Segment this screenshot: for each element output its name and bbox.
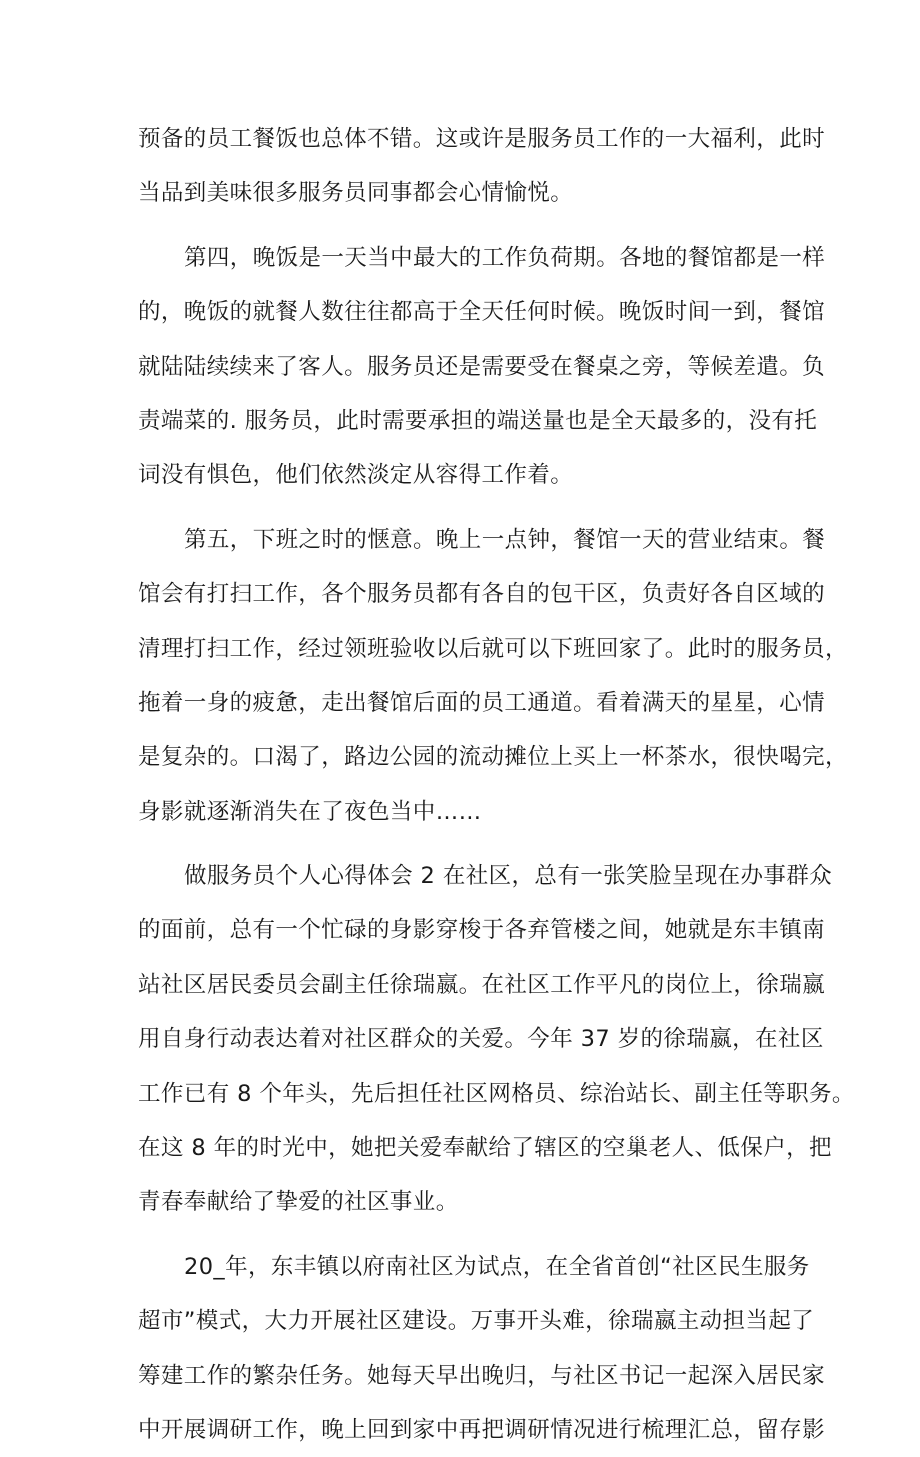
text-line: 的，晚饭的就餐人数往往都高于全天任何时候。晚饭时间一到，餐馆 (138, 299, 826, 326)
text-line: 工作已有 8 个年头，先后担任社区网格员、综治站长、副主任等职务。 (138, 1080, 855, 1107)
text-line: 身影就逐渐消失在了夜色当中…… (138, 798, 482, 825)
paragraph-4 (138, 849, 855, 1230)
text-line: 站社区居民委员会副主任徐瑞嬴。在社区工作平凡的岗位上，徐瑞嬴 (138, 971, 826, 998)
text-line: 第五，下班之时的惬意。晚上一点钟，餐馆一天的营业结束。餐 (184, 526, 826, 553)
document-body (138, 112, 855, 1457)
paragraph-3 (138, 513, 848, 839)
paragraph-1 (138, 112, 826, 221)
text-line: 第四，晚饭是一天当中最大的工作负荷期。各地的餐馆都是一样 (184, 244, 826, 271)
text-line: 中开展调研工作，晚上回到家中再把调研情况进行梳理汇总，留存影 (138, 1416, 826, 1443)
text-line: 预备的员工餐饭也总体不错。这或许是服务员工作的一大福利，此时 (138, 126, 826, 152)
text-line: 当品到美味很多服务员同事都会心情愉悦。 (138, 180, 574, 207)
paragraph-2 (138, 231, 826, 503)
text-line: 拖着一身的疲惫，走出餐馆后面的员工通道。看着满天的星星，心情 (138, 689, 826, 716)
paragraph-5 (138, 1240, 826, 1457)
text-line: 就陆陆续续来了客人。服务员还是需要受在餐桌之旁，等候差遣。负 (138, 353, 826, 380)
text-line: 超市”模式，大力开展社区建设。万事开头难，徐瑞嬴主动担当起了 (138, 1308, 815, 1335)
text-line: 做服务员个人心得体会 2 在社区，总有一张笑脸呈现在办事群众 (184, 863, 833, 890)
text-line: 清理打扫工作，经过领班验收以后就可以下班回家了。此时的服务员， (138, 635, 848, 662)
text-line: 是复杂的。口渴了，路边公园的流动摊位上买上一杯茶水，很快喝完， (138, 744, 848, 771)
text-line: 用自身行动表达着对社区群众的关爱。今年 37 岁的徐瑞嬴，在社区 (138, 1026, 824, 1053)
text-line: 责端菜的. 服务员，此时需要承担的端送量也是全天最多的，没有托 (138, 407, 818, 434)
text-line: 筹建工作的繁杂任务。她每天早出晚归，与社区书记一起深入居民家 (138, 1362, 826, 1389)
text-line: 在这 8 年的时光中，她把关爱奉献给了辖区的空巢老人、低保户，把 (138, 1135, 832, 1162)
text-line: 馆会有打扫工作，各个服务员都有各自的包干区，负责好各自区域的 (138, 581, 826, 608)
text-line: 青春奉献给了挚爱的社区事业。 (138, 1189, 459, 1216)
text-line: 词没有惧色，他们依然淡定从容得工作着。 (138, 462, 574, 489)
text-line: 的面前，总有一个忙碌的身影穿梭于各弃管楼之间，她就是东丰镇南 (138, 917, 826, 944)
text-line: 20_年，东丰镇以府南社区为试点，在全省首创“社区民生服务 (184, 1253, 810, 1280)
